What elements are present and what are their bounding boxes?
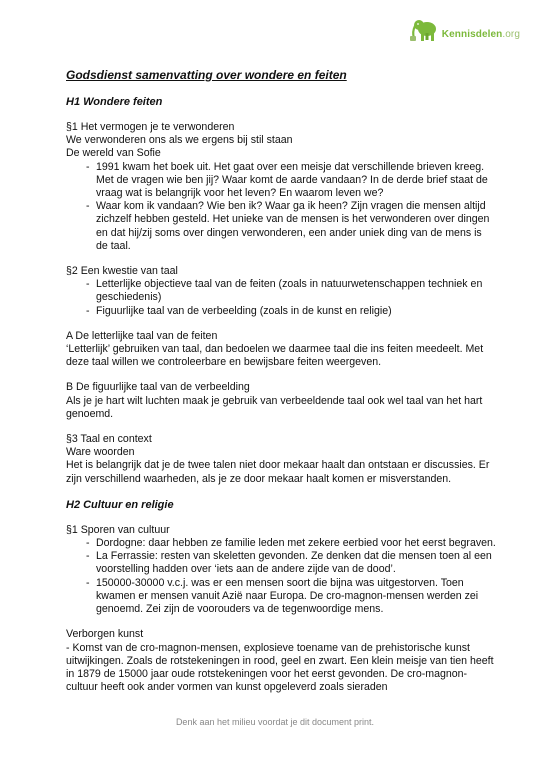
- bullet-list: [66, 278, 496, 318]
- section-heading: §2 Een kwestie van taal: [66, 265, 178, 278]
- list-item: - Waar kom ik vandaan? Wie ben ik? Waar ga ik heen? Zijn vragen die mensen altijd zichzelf hebben gesteld. Het unieke van de mensen is het verwonderen over dingen en dat hij/zij soms over dingen verwonderen, een ander uniek ding van de mens is de taal.: [66, 200, 496, 253]
- elephant-logo-icon: [410, 14, 440, 44]
- section-heading: §1 Sporen van cultuur: [66, 523, 170, 536]
- list-item: - Dordogne: daar hebben ze familie leden met zekere eerbied voor het eerst begraven.: [66, 537, 496, 550]
- subheading: A De letterlijke taal van de feiten: [66, 329, 218, 342]
- section-heading: §1 Het vermogen je te verwonderen: [66, 121, 235, 133]
- heading-h1-wondere-feiten: H1 Wondere feiten: [66, 96, 163, 108]
- subheading: Ware woorden: [66, 446, 135, 459]
- paragraph: - Komst van de cro-magnon-mensen, explosieve toename van de prehistorische kunst uitwijkingen. Zoals de rotstekeningen in rood, geel en zwart. Een klein meisje van tien heeft in 1879 de 15000 jaar oude rotstekeningen voor het eerst gevonden. De cro-magnon-cultuur heeft ook ander vormen van kunst opgeleverd zoals sieraden: [66, 641, 494, 694]
- heading-h2-cultuur-religie: H2 Cultuur en religie: [66, 498, 174, 511]
- site-logo[interactable]: [410, 14, 520, 44]
- list-item: - Figuurlijke taal van de verbeelding (zoals in de kunst en religie): [66, 305, 496, 318]
- subheading: B De figuurlijke taal van de verbeelding: [66, 381, 250, 394]
- bullet-list: [66, 161, 496, 253]
- list-item: - La Ferrassie: resten van skeletten gevonden. Ze denken dat die mensen toen al een voorstelling hadden over ‘iets aan de andere zijde van de dood’.: [66, 550, 496, 576]
- bullet-list: [66, 537, 496, 616]
- logo-wordmark: Kennisdelen.org: [441, 29, 520, 40]
- document-body: [66, 68, 496, 694]
- page-footer: Denk aan het milieu voordat je dit document print.: [175, 717, 375, 727]
- subheading: De wereld van Sofie: [66, 147, 161, 160]
- paragraph: ‘Letterlijk’ gebruiken van taal, dan bedoelen we daarmee taal die ins feiten meedeelt. Met deze taal willen we controleerbare en bewijsbare feiten weergeven.: [66, 343, 484, 369]
- subheading: Verborgen kunst: [66, 628, 144, 641]
- list-item: - 150000-30000 v.c.j. was er een mensen soort die bijna was uitgestorven. Toen kwamen er mensen vanuit Azië naar Europa. De cro-magnon-mensen werden zei genoemd. Zei zijn de voorouders va de tegenwoordige mens.: [66, 577, 496, 617]
- list-item: - Letterlijke objectieve taal van de feiten (zoals in natuurwetenschappen techniek en geschiedenis): [66, 278, 496, 304]
- section-heading: §3 Taal en context: [66, 433, 152, 446]
- paragraph: Het is belangrijk dat je de twee talen niet door mekaar haalt dan ontstaan er discussies. Er zijn verschillend waarheden, als je ze door mekaar haalt komen er misverstanden.: [66, 459, 490, 485]
- paragraph: Als je je hart wilt luchten maak je gebruik van verbeeldende taal ook wel taal van het hart genoemd.: [66, 394, 483, 420]
- paragraph: We verwonderen ons als we ergens bij stil staan: [66, 134, 293, 147]
- document-title: Godsdienst samenvatting over wondere en feiten: [66, 68, 347, 82]
- list-item: - 1991 kwam het boek uit. Het gaat over een meisje dat verschillende brieven kreeg. Met de vragen wie ben jij? Waar komt de aarde vandaan? In de derde brief staat de vraag wat is belangrijk voor het leven? En waarom leven we?: [66, 161, 496, 201]
